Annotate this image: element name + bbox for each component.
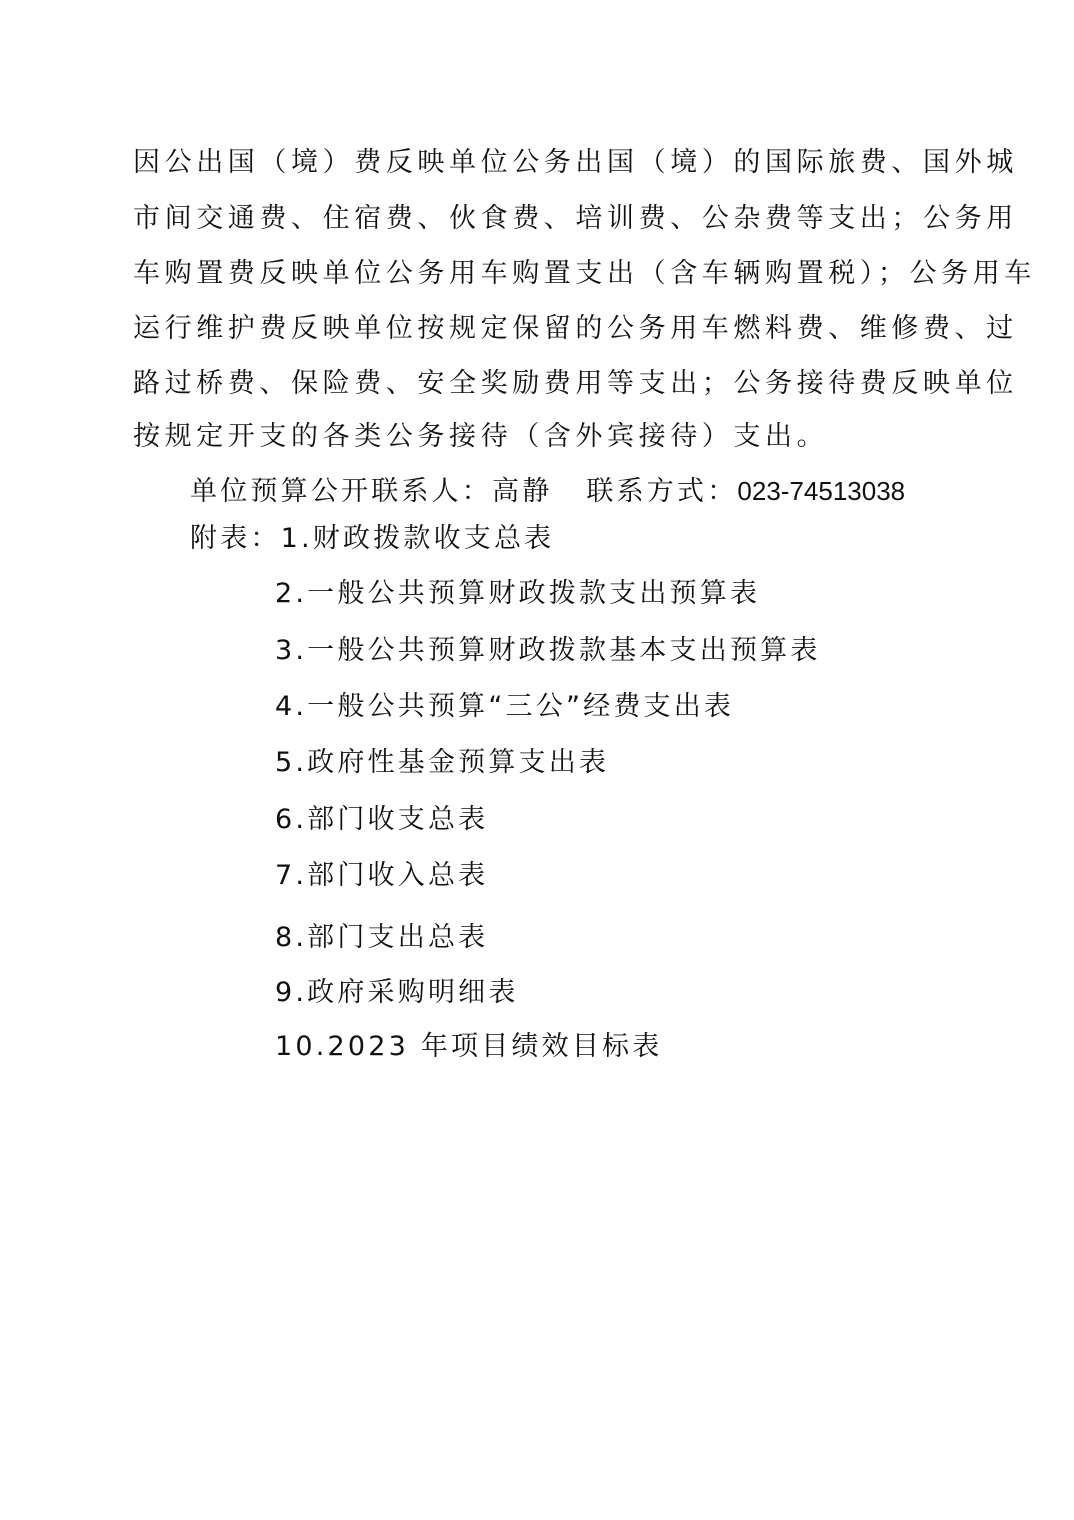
paragraph-line: 车购置费反映单位公务用车购置支出（含车辆购置税）；公务用车 — [133, 258, 1036, 289]
attachment-item: 2.一般公共预算财政拨款支出预算表 — [275, 578, 761, 609]
attachment-item: 4.一般公共预算“三公”经费支出表 — [275, 691, 735, 722]
attachment-item: 9.政府采购明细表 — [275, 977, 519, 1008]
attachments-header — [190, 522, 554, 556]
attachment-item: 8.部门支出总表 — [275, 922, 489, 953]
paragraph-line: 按规定开支的各类公务接待（含外宾接待）支出。 — [133, 421, 829, 452]
contact-person: 单位预算公开联系人：高静 — [190, 476, 553, 507]
attachment-item: 1.财政拨款收支总表 — [280, 523, 555, 554]
contact-line — [190, 474, 905, 509]
paragraph-line: 因公出国（境）费反映单位公务出国（境）的国际旅费、国外城 — [133, 147, 1018, 178]
attachment-item: 6.部门收支总表 — [275, 804, 489, 835]
contact-method-label: 联系方式： — [586, 476, 738, 507]
attachment-item: 3.一般公共预算财政拨款基本支出预算表 — [275, 635, 821, 666]
attachments-label: 附表： — [190, 523, 281, 554]
paragraph-line: 路过桥费、保险费、安全奖励费用等支出；公务接待费反映单位 — [133, 368, 1018, 399]
contact-phone: 023-74513038 — [737, 476, 906, 506]
attachment-item: 7.部门收入总表 — [275, 860, 489, 891]
paragraph-line: 运行维护费反映单位按规定保留的公务用车燃料费、维修费、过 — [133, 313, 1018, 344]
paragraph-line: 市间交通费、住宿费、伙食费、培训费、公杂费等支出；公务用 — [133, 203, 1018, 234]
attachment-item: 10.2023 年项目绩效目标表 — [275, 1031, 663, 1062]
attachment-item: 5.政府性基金预算支出表 — [275, 747, 610, 778]
